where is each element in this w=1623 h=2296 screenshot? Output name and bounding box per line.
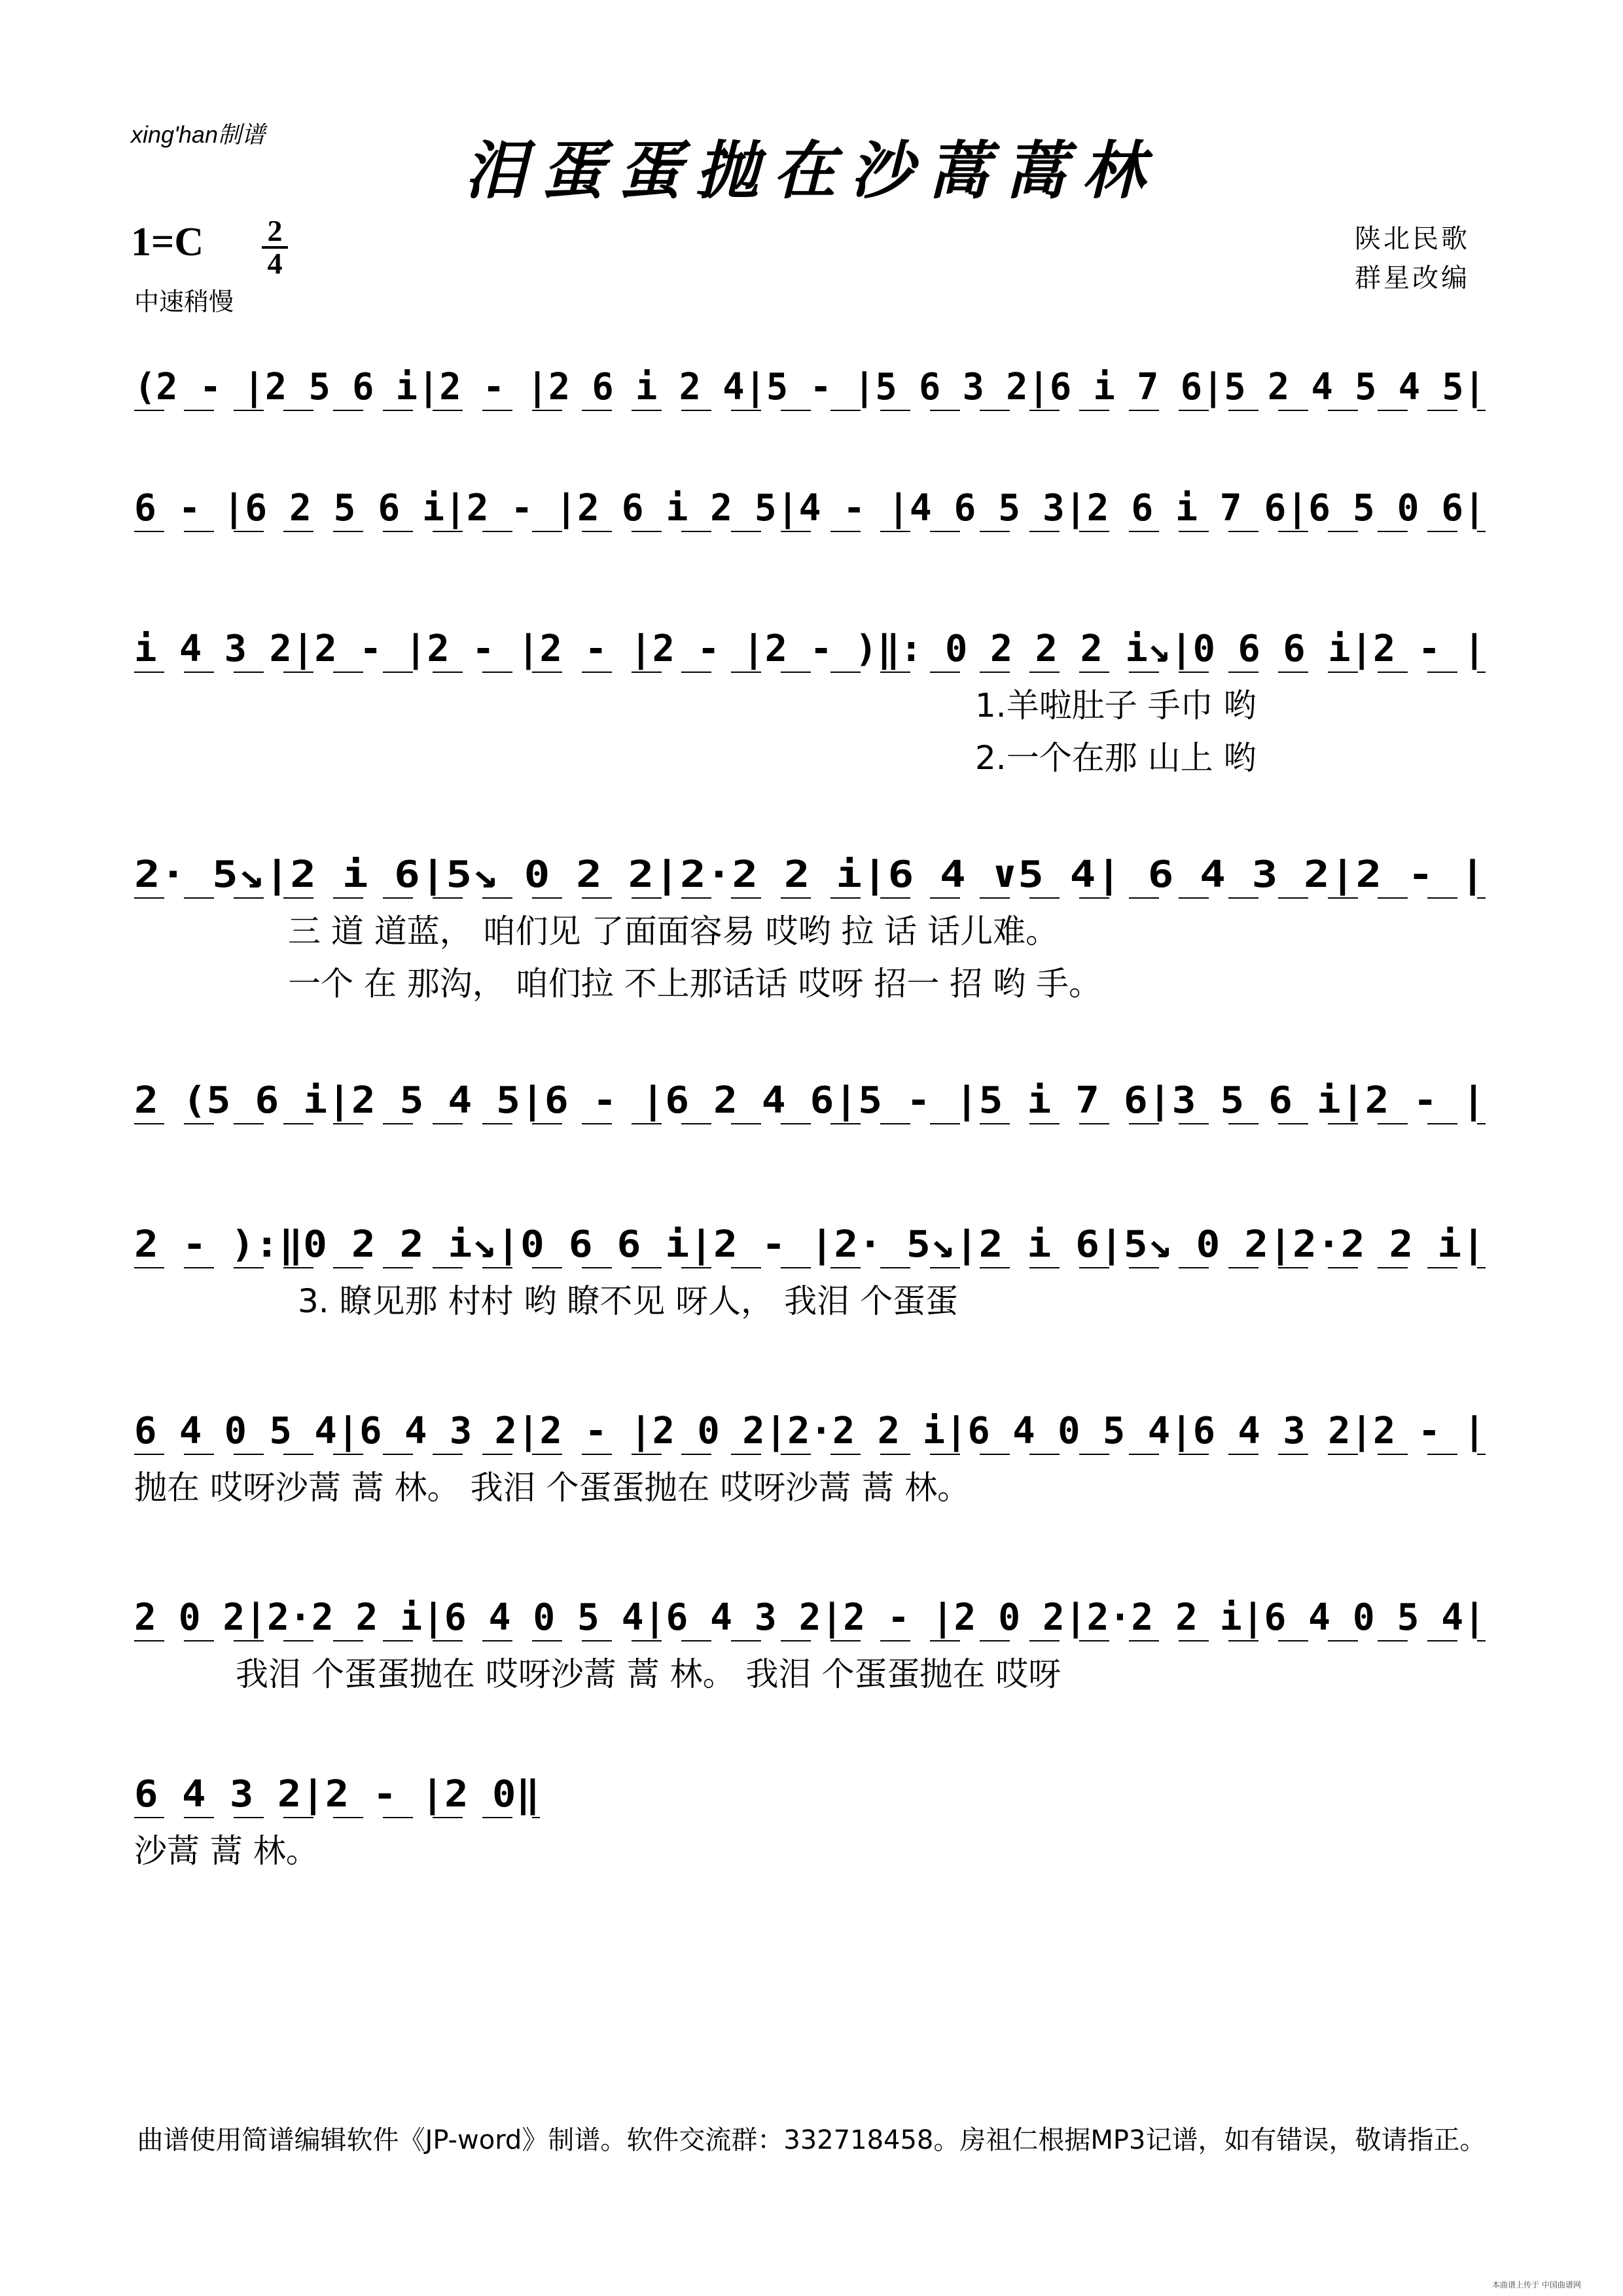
notation-row [134, 1596, 1486, 1693]
footer-note: 曲谱使用简谱编辑软件《JP-word》制谱。软件交流群：332718458。房祖仁根据MP3记谱，如有错误，敬请指正。 [137, 2125, 1486, 2155]
notes-line: i 4 3 2|2 - |2 - |2 - |2 - |2 - )‖: 0 2 2 2 i↘|0 6 6 i|2 - | [134, 628, 1486, 670]
site-stamp: 本曲谱上传于 中国曲谱网 [1492, 2280, 1581, 2289]
notes-line: (2 - |2 5 6 i|2 - |2 6 i 2 4|5 - |5 6 3 2|6 i 7 6|5 2 4 5 4 5| [134, 366, 1486, 408]
lyric-line: 抛在 哎呀沙蒿 蒿 林。 我泪 个蛋蛋抛在 哎呀沙蒿 蒿 林。 [134, 1469, 971, 1507]
notation-row [134, 1410, 1486, 1507]
notation-row [134, 1079, 1486, 1124]
credit-origin: 陕北民歌 [1355, 224, 1470, 254]
notation-row [134, 1223, 1486, 1320]
lyric-line: 2.一个在那 山上 哟 [975, 739, 1257, 777]
notation-row [134, 487, 1486, 531]
notation-row [134, 1773, 540, 1870]
lyric-line: 三 道 道蓝， 咱们见 了面面容易 哎哟 拉 话 话儿难。 [288, 912, 1059, 950]
key-signature: 1=C [131, 220, 204, 264]
time-signature-top: 2 [267, 214, 283, 247]
notator-credit: xing'han制谱 [131, 121, 265, 148]
notation-row [134, 628, 1486, 777]
time-signature-bottom: 4 [267, 247, 283, 280]
notes-line: 2 (5 6 i|2 5 4 5|6 - |6 2 4 6|5 - |5 i 7 6|3 5 6 i|2 - | [134, 1079, 1486, 1122]
notes-line: 6 - |6 2 5 6 i|2 - |2 6 i 2 5|4 - |4 6 5 3|2 6 i 7 6|6 5 0 6| [134, 487, 1486, 529]
lyric-line: 我泪 个蛋蛋抛在 哎呀沙蒿 蒿 林。 我泪 个蛋蛋抛在 哎呀 [236, 1655, 1061, 1693]
lyric-line: 沙蒿 蒿 林。 [134, 1832, 319, 1870]
lyric-line: 一个 在 那沟， 咱们拉 不上那话话 哎呀 招一 招 哟 手。 [288, 965, 1102, 1003]
notation-rows [134, 366, 1486, 1870]
notes-line: 2· 5↘|2 i 6|5↘ 0 2 2|2·2 2 i|6 4 ∨5 4| 6 4 3 2|2 - | [134, 853, 1486, 896]
notes-line: 6 4 0 5 4|6 4 3 2|2 - |2 0 2|2·2 2 i|6 4 0 5 4|6 4 3 2|2 - | [134, 1410, 1486, 1452]
credit-arranger: 群星改编 [1355, 263, 1470, 293]
tempo-marking: 中速稍慢 [134, 287, 234, 316]
notes-line: 6 4 3 2|2 - |2 0‖ [134, 1773, 540, 1816]
notes-line: 2 - ):‖0 2 2 i↘|0 6 6 i|2 - |2· 5↘|2 i 6|5↘ 0 2|2·2 2 i| [134, 1223, 1486, 1266]
notation-row [134, 366, 1486, 410]
song-title: 泪蛋蛋抛在沙蒿蒿林 [464, 134, 1159, 207]
lyric-line: 1.羊啦肚子 手巾 哟 [975, 687, 1257, 725]
lyric-line: 3. 瞭见那 村村 哟 瞭不见 呀人， 我泪 个蛋蛋 [298, 1282, 958, 1320]
notes-line: 2 0 2|2·2 2 i|6 4 0 5 4|6 4 3 2|2 - |2 0 2|2·2 2 i|6 4 0 5 4| [134, 1596, 1486, 1639]
notation-row [134, 853, 1486, 1003]
